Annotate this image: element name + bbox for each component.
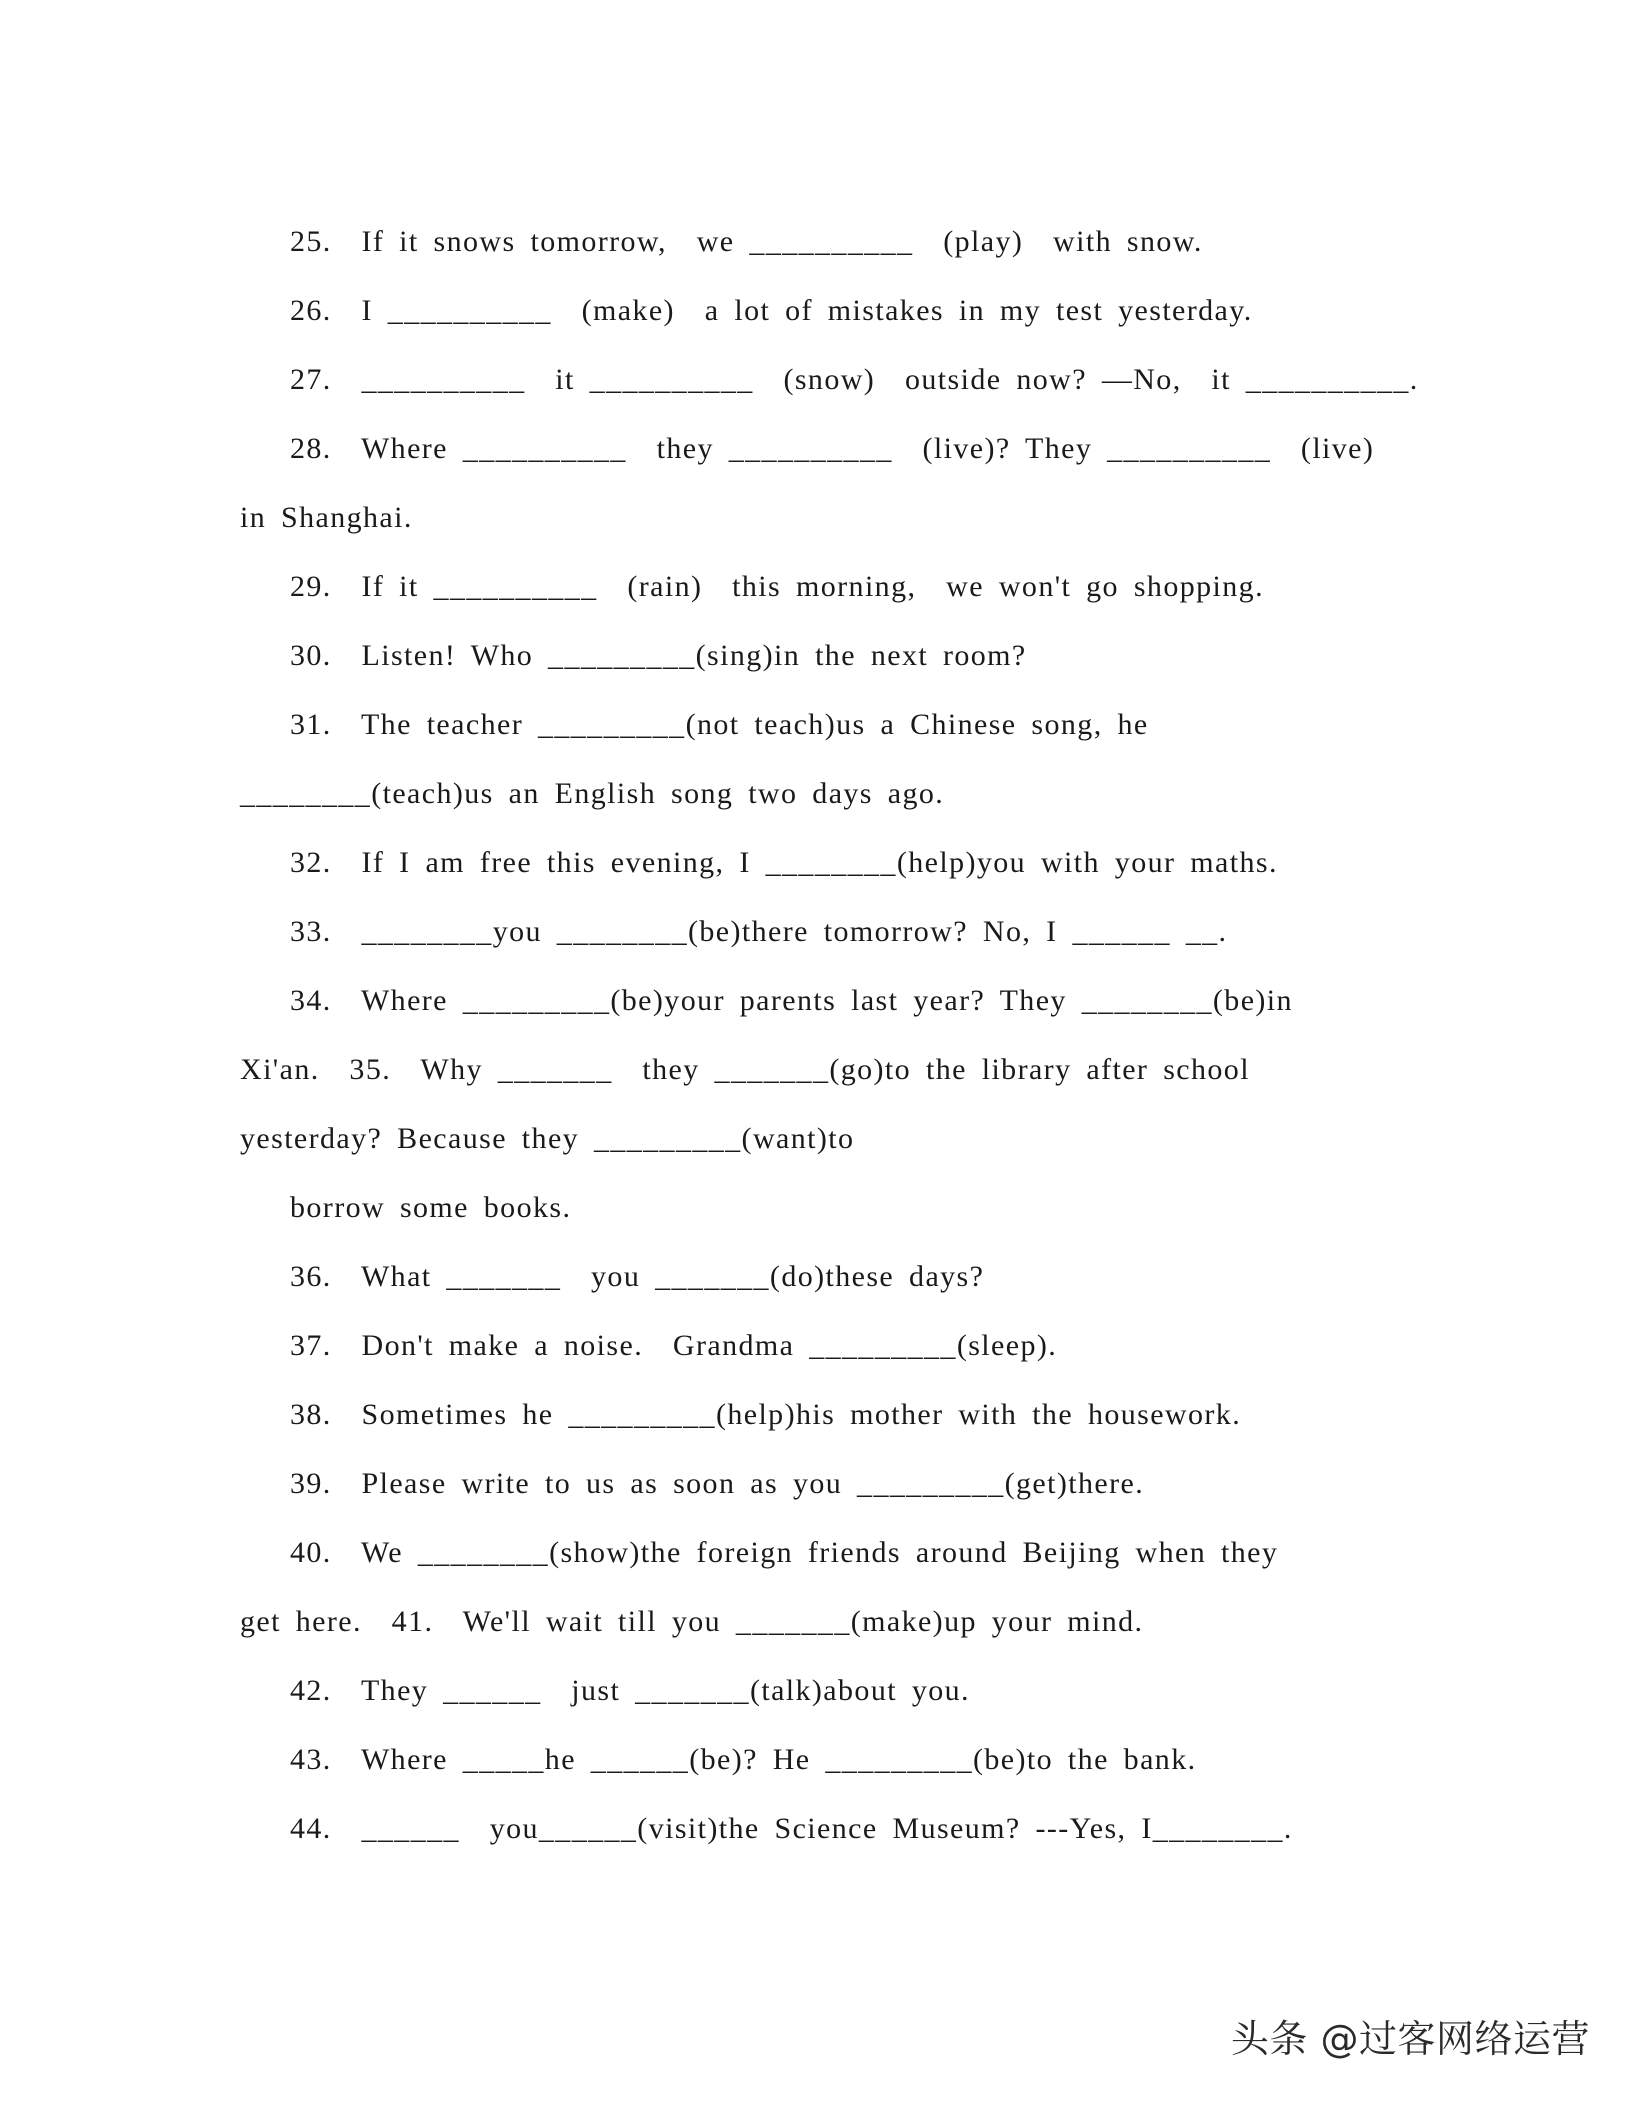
question-33: 33. ________you ________(be)there tomorrow? No, I ______ __. xyxy=(290,915,1228,948)
question-34-35-continued: Xi'an. 35. Why _______ they _______(go)to the library after school xyxy=(240,1053,1250,1086)
question-36: 36. What _______ you _______(do)these days? xyxy=(290,1260,985,1293)
question-40-41-continued: get here. 41. We'll wait till you _______(make)up your mind. xyxy=(240,1605,1144,1638)
question-31: 31. The teacher _________(not teach)us a Chinese song, he xyxy=(290,708,1149,741)
question-37: 37. Don't make a noise. Grandma _________(sleep). xyxy=(290,1329,1058,1362)
watermark: 头条 @过客网络运营 xyxy=(1230,2017,1590,2061)
question-31-continued: ________(teach)us an English song two days ago. xyxy=(240,777,945,810)
question-35-end: borrow some books. xyxy=(290,1191,572,1224)
question-28: 28. Where __________ they __________ (live)? They __________ (live) xyxy=(290,432,1375,465)
question-26: 26. I __________ (make) a lot of mistakes in my test yesterday. xyxy=(290,294,1253,327)
question-38: 38. Sometimes he _________(help)his mother with the housework. xyxy=(290,1398,1242,1431)
question-42: 42. They ______ just _______(talk)about you. xyxy=(290,1674,970,1707)
question-40: 40. We ________(show)the foreign friends around Beijing when they xyxy=(290,1536,1279,1569)
question-39: 39. Please write to us as soon as you _________(get)there. xyxy=(290,1467,1145,1500)
question-25: 25. If it snows tomorrow, we __________ (play) with snow. xyxy=(290,225,1203,258)
question-34: 34. Where _________(be)your parents last year? They ________(be)in xyxy=(290,984,1293,1017)
question-35-continued: yesterday? Because they _________(want)to xyxy=(240,1122,855,1155)
question-30: 30. Listen! Who _________(sing)in the next room? xyxy=(290,639,1027,672)
question-29: 29. If it __________ (rain) this morning, we won't go shopping. xyxy=(290,570,1264,603)
question-44: 44. ______ you______(visit)the Science Museum? ---Yes, I________. xyxy=(290,1812,1293,1845)
question-28-continued: in Shanghai. xyxy=(240,501,413,534)
question-32: 32. If I am free this evening, I ________(help)you with your maths. xyxy=(290,846,1278,879)
question-27: 27. __________ it __________ (snow) outside now? —No, it __________. xyxy=(290,363,1419,396)
question-43: 43. Where _____he ______(be)? He _________(be)to the bank. xyxy=(290,1743,1197,1776)
